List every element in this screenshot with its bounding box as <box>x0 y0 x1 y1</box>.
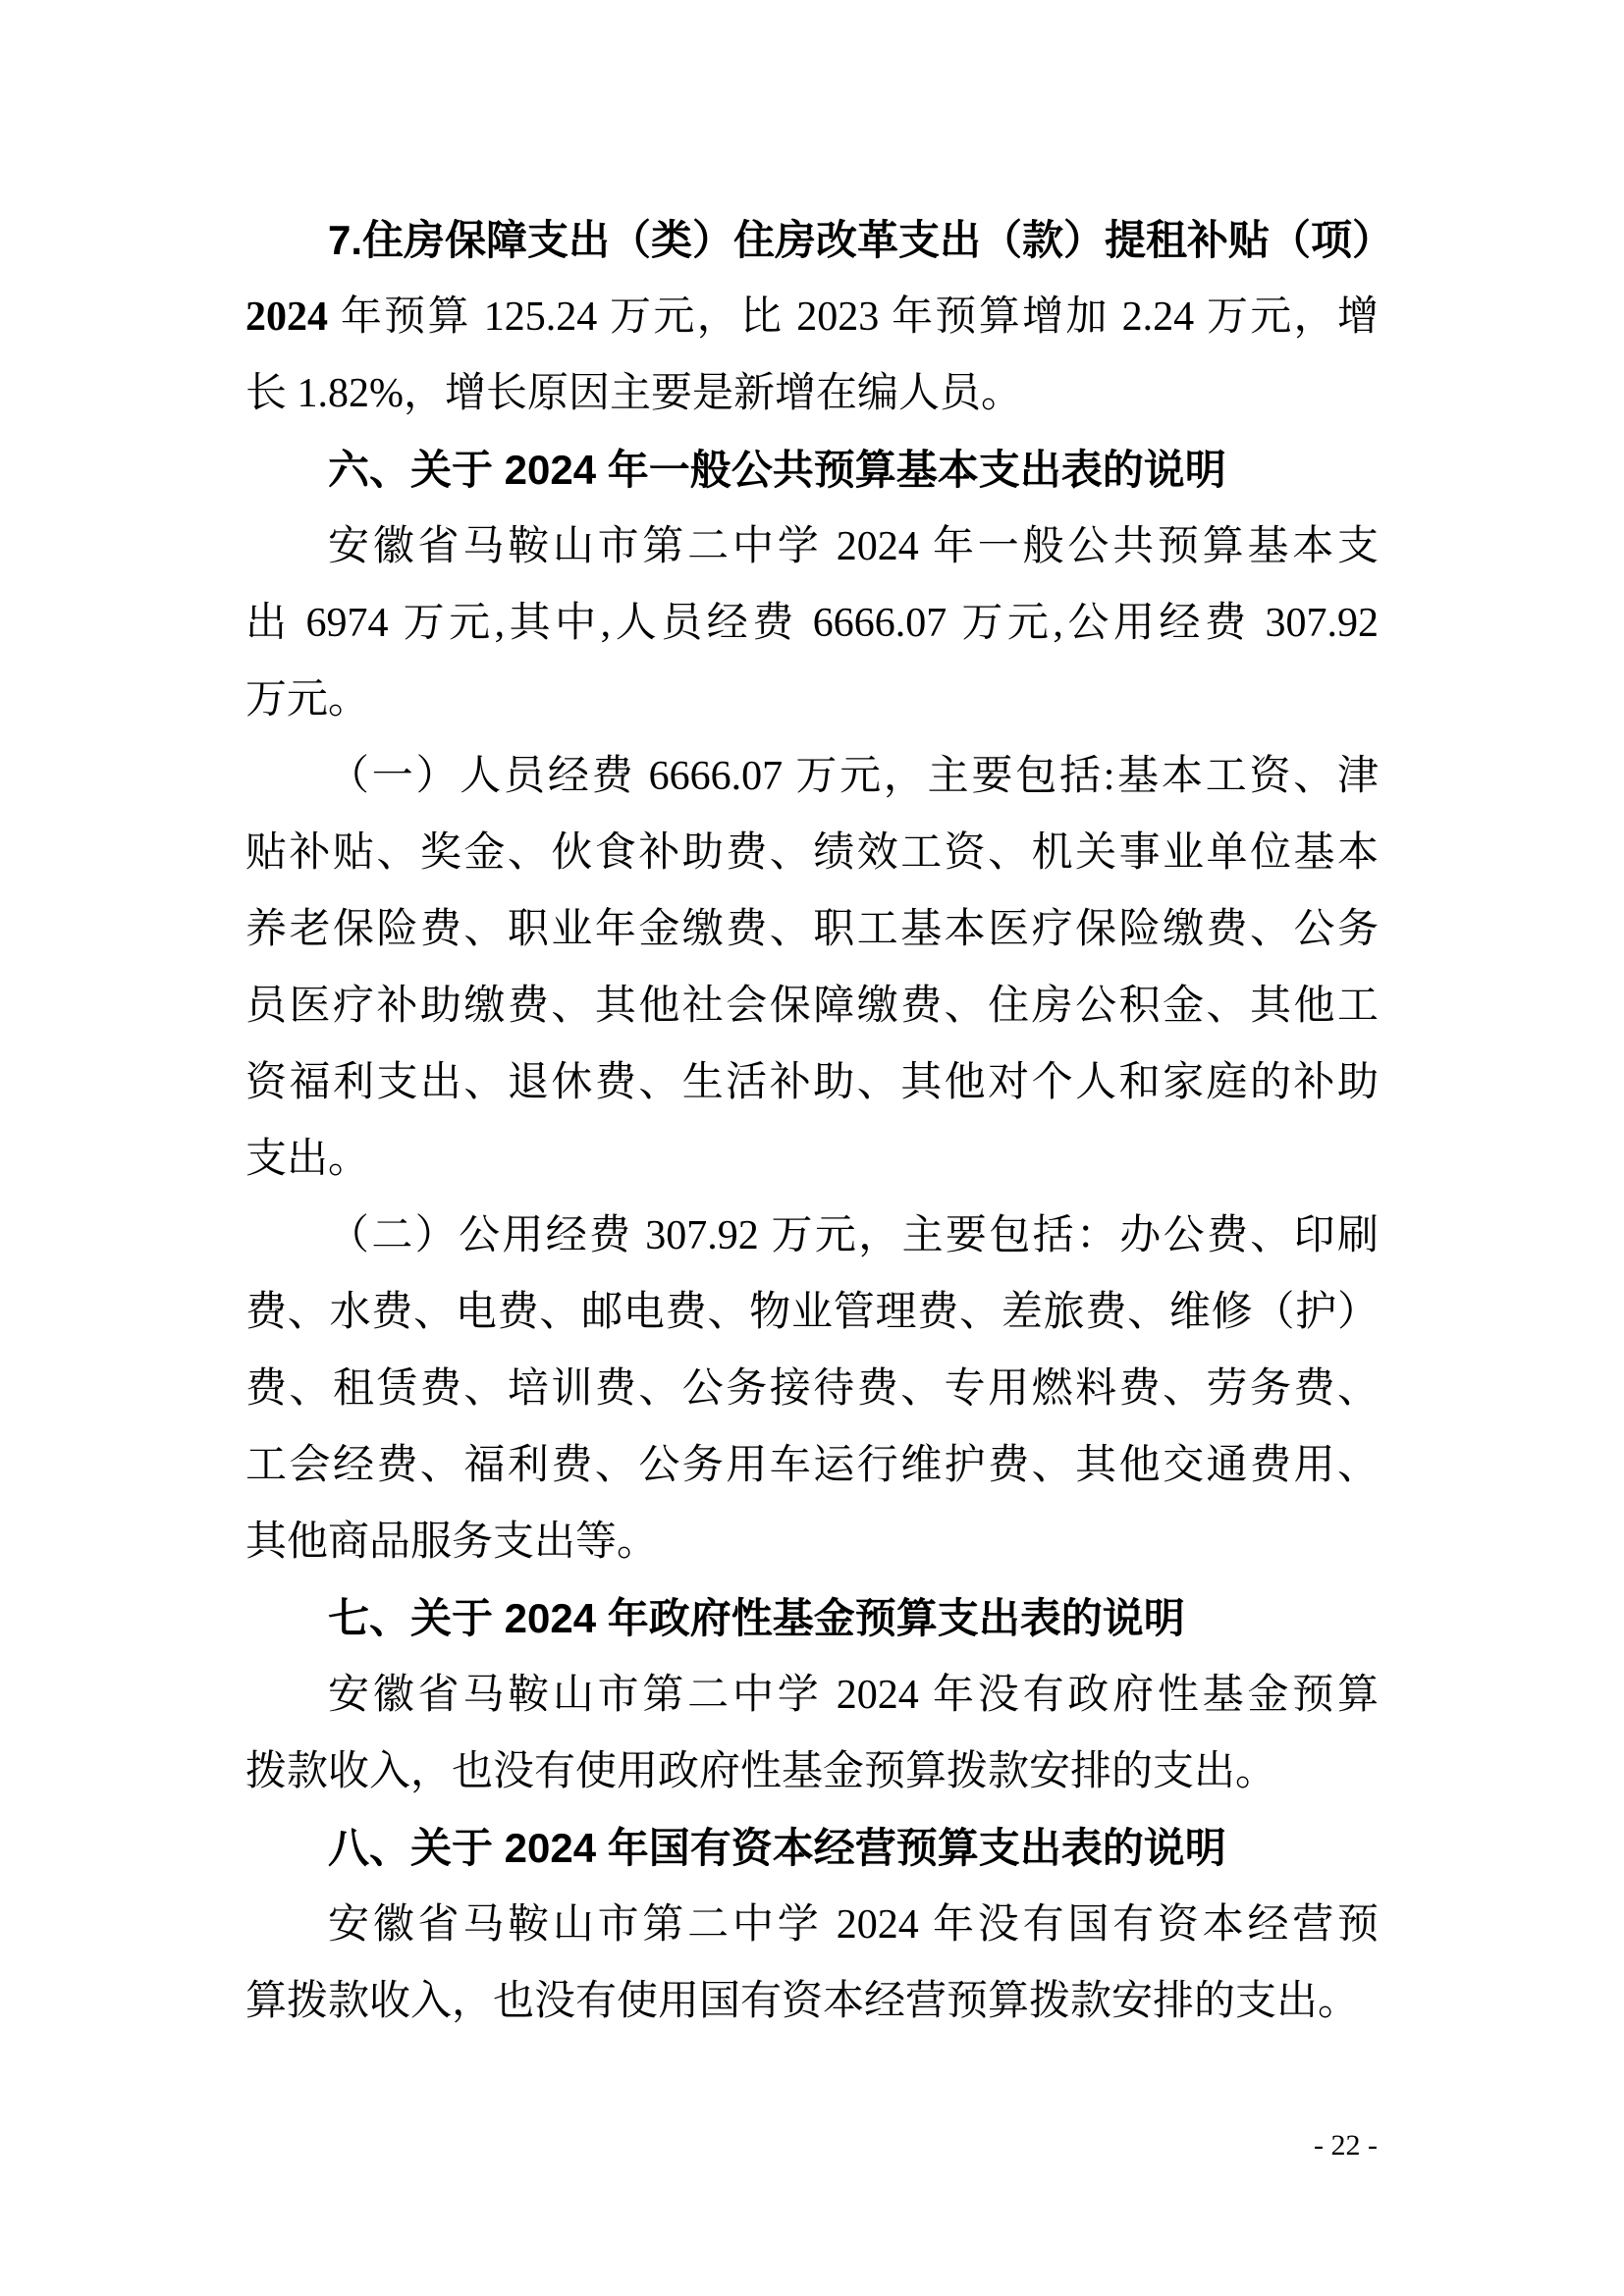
section-heading-8: 八、关于 2024 年国有资本经营预算支出表的说明 <box>328 1825 1226 1871</box>
text-line: 算拨款收入，也没有使用国有资本经营预算拨款安排的支出。 <box>245 1979 1360 2024</box>
text-line: 资福利支出、退休费、生活补助、其他对个人和家庭的补助 <box>245 1060 1379 1105</box>
bold-year-run: 2024 <box>245 294 328 340</box>
text-line: 员医疗补助缴费、其他社会保障缴费、住房公积金、其他工 <box>245 984 1379 1029</box>
text-line <box>245 279 1379 355</box>
text-line: 安徽省马鞍山市第二中学 2024 年没有国有资本经营预 <box>328 1902 1379 1948</box>
text-line: 拨款收入，也没有使用政府性基金预算拨款安排的支出。 <box>245 1749 1277 1794</box>
item-7-heading-line: 7.住房保障支出（类）住房改革支出（款）提租补贴（项） <box>328 217 1394 263</box>
text-line: 支出。 <box>245 1137 370 1182</box>
text-line: 其他商品服务支出等。 <box>245 1520 659 1565</box>
text-line: （一）人员经费 6666.07 万元，主要包括:基本工资、津 <box>328 754 1379 799</box>
text-line: 费、水费、电费、邮电费、物业管理费、差旅费、维修（护） <box>245 1290 1379 1335</box>
text-line: （二）公用经费 307.92 万元，主要包括：办公费、印刷 <box>328 1213 1379 1258</box>
text-run: 年预算 125.24 万元，比 2023 年预算增加 2.24 万元，增 <box>328 294 1379 340</box>
text-line: 养老保险费、职业年金缴费、职工基本医疗保险缴费、公务 <box>245 907 1379 952</box>
text-line: 工会经费、福利费、公务用车运行维护费、其他交通费用、 <box>245 1443 1379 1488</box>
section-heading-6: 六、关于 2024 年一般公共预算基本支出表的说明 <box>328 447 1226 493</box>
section-heading-7: 七、关于 2024 年政府性基金预算支出表的说明 <box>328 1595 1185 1641</box>
text-line: 万元。 <box>245 677 370 722</box>
text-line: 费、租赁费、培训费、公务接待费、专用燃料费、劳务费、 <box>245 1366 1379 1412</box>
text-line: 贴补贴、奖金、伙食补助费、绩效工资、机关事业单位基本 <box>245 830 1379 876</box>
document-body <box>245 202 1394 2040</box>
text-line: 安徽省马鞍山市第二中学 2024 年一般公共预算基本支 <box>328 524 1379 569</box>
text-line: 长 1.82%，增长原因主要是新增在编人员。 <box>245 371 1022 416</box>
text-line: 出 6974 万元,其中,人员经费 6666.07 万元,公用经费 307.92 <box>245 601 1379 646</box>
page-number: - 22 - <box>1314 2129 1378 2162</box>
text-line: 安徽省马鞍山市第二中学 2024 年没有政府性基金预算 <box>328 1673 1379 1718</box>
